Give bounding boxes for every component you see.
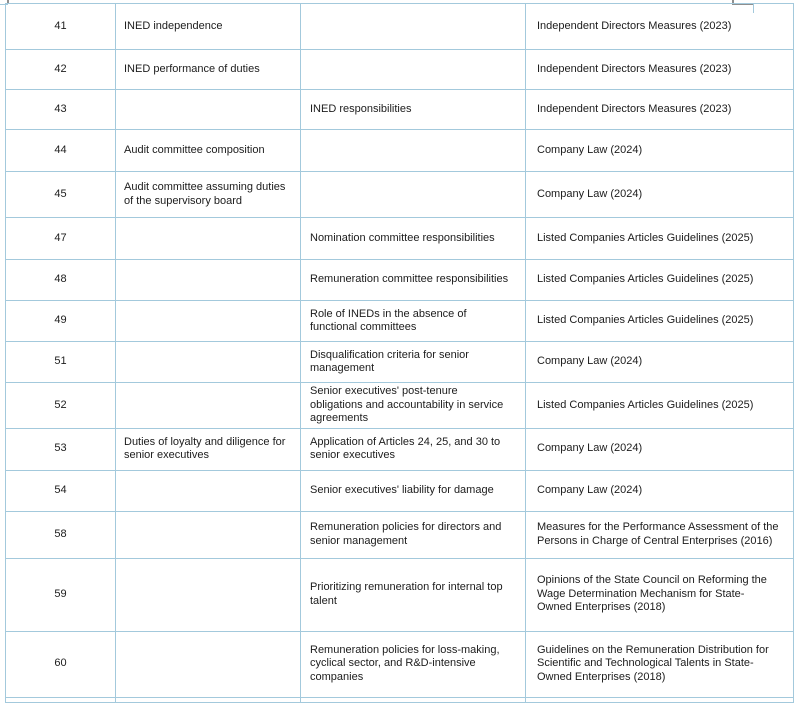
table-row [6,428,794,470]
row-number-cell: 43 [6,90,116,130]
table-row [6,301,794,342]
table-row [6,342,794,383]
source-cell: Company Law (2024) [526,428,794,470]
subtopic-cell: Remuneration committee responsibilities [301,260,526,301]
topic-cell: Duties of loyalty and diligence for senior executives [116,428,301,470]
source-cell: Listed Companies Articles Guidelines (2025) [526,383,794,429]
subtopic-cell: Remuneration policies for directors and senior management [301,511,526,558]
topic-cell [116,260,301,301]
topic-cell [116,631,301,697]
source-cell: Guidelines on the Remuneration Distribution for Scientific and Technological Talents in State-Owned Enterprises (2018) [526,631,794,697]
topic-cell: Audit committee composition [116,130,301,172]
subtopic-cell: Role of INEDs in the absence of functional committees [301,301,526,342]
source-cell: Company Law (2024) [526,172,794,218]
topic-cell [116,511,301,558]
row-number-cell: 52 [6,383,116,429]
row-number-cell [6,697,116,702]
source-cell: Independent Directors Measures (2023) [526,90,794,130]
row-number-cell: 51 [6,342,116,383]
table-row [6,631,794,697]
subtopic-cell: Application of Articles 24, 25, and 30 to senior executives [301,428,526,470]
table-row [6,558,794,631]
topic-cell [116,342,301,383]
subtopic-cell [301,50,526,90]
topic-cell [116,383,301,429]
subtopic-cell: Senior executives' liability for damage [301,470,526,511]
source-cell: Listed Companies Articles Guidelines (2025) [526,218,794,260]
table-row [6,172,794,218]
source-cell [526,697,794,702]
table-row [6,90,794,130]
subtopic-cell: Nomination committee responsibilities [301,218,526,260]
source-cell: Company Law (2024) [526,342,794,383]
row-number-cell: 41 [6,4,116,50]
table-row [6,260,794,301]
topic-cell [116,470,301,511]
subtopic-cell [301,172,526,218]
source-cell: Independent Directors Measures (2023) [526,4,794,50]
topic-cell: INED performance of duties [116,50,301,90]
partial-cropped-row [6,697,794,702]
table-row [6,511,794,558]
source-cell: Listed Companies Articles Guidelines (2025) [526,260,794,301]
row-number-cell: 48 [6,260,116,301]
table-body [6,4,794,703]
topic-cell: Audit committee assuming duties of the supervisory board [116,172,301,218]
source-cell: Company Law (2024) [526,130,794,172]
row-number-cell: 53 [6,428,116,470]
subtopic-cell [301,4,526,50]
topic-cell: INED independence [116,4,301,50]
subtopic-cell [301,130,526,172]
row-number-cell: 60 [6,631,116,697]
row-number-cell: 58 [6,511,116,558]
regulatory-mapping-table [5,3,794,703]
row-number-cell: 44 [6,130,116,172]
row-number-cell: 59 [6,558,116,631]
table-row [6,4,794,50]
table-row [6,218,794,260]
row-number-cell: 49 [6,301,116,342]
subtopic-cell [301,697,526,702]
topic-cell [116,218,301,260]
row-number-cell: 42 [6,50,116,90]
table-row [6,383,794,429]
subtopic-cell: Senior executives' post-tenure obligations and accountability in service agreements [301,383,526,429]
source-cell: Measures for the Performance Assessment of the Persons in Charge of Central Enterprises (2016) [526,511,794,558]
row-number-cell: 45 [6,172,116,218]
topic-cell [116,301,301,342]
subtopic-cell: Remuneration policies for loss-making, cyclical sector, and R&D-intensive companies [301,631,526,697]
subtopic-cell: Disqualification criteria for senior management [301,342,526,383]
topic-cell [116,90,301,130]
table-row [6,50,794,90]
source-cell: Listed Companies Articles Guidelines (2025) [526,301,794,342]
topic-cell [116,697,301,702]
source-cell: Independent Directors Measures (2023) [526,50,794,90]
subtopic-cell: INED responsibilities [301,90,526,130]
table-row [6,130,794,172]
row-number-cell: 54 [6,470,116,511]
table-row [6,470,794,511]
source-cell: Opinions of the State Council on Reforming the Wage Determination Mechanism for State-Owned Enterprises (2018) [526,558,794,631]
topic-cell [116,558,301,631]
row-number-cell: 47 [6,218,116,260]
subtopic-cell: Prioritizing remuneration for internal top talent [301,558,526,631]
source-cell: Company Law (2024) [526,470,794,511]
